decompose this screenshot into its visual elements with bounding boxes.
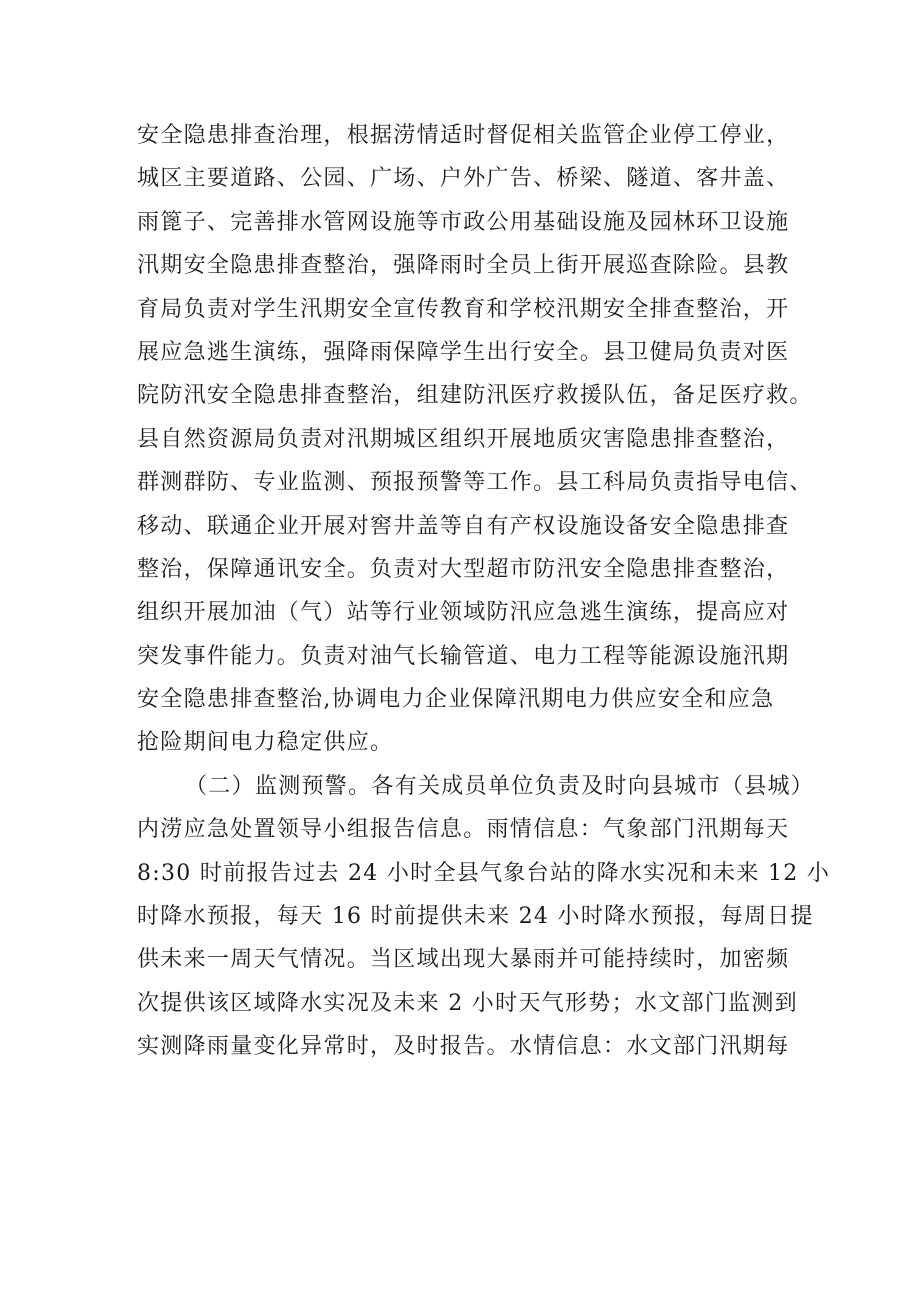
text-line: 移动、联通企业开展对窖井盖等自有产权设施设备安全隐患排查	[137, 513, 790, 539]
text-line: 雨篦子、完善排水管网设施等市政公用基础设施及园林环卫设施	[137, 209, 790, 235]
text-line: 县自然资源局负责对汛期城区组织开展地质灾害隐患排查整治，	[137, 426, 790, 452]
text-line: 安全隐患排查治理，根据涝情适时督促相关监管企业停工停业，	[137, 123, 790, 148]
body-text	[137, 114, 831, 1069]
section-heading-line: （二）监测预警。各有关成员单位负责及时向县城市（县城）	[185, 773, 815, 799]
text-line: 内涝应急处置领导小组报告信息。雨情信息：气象部门汛期每天	[137, 817, 790, 843]
text-line: 群测群防、专业监测、预报预警等工作。县工科局负责指导电信、	[137, 470, 813, 496]
text-line: 组织开展加油（气）站等行业领域防汛应急逃生演练，提高应对	[137, 600, 790, 626]
text-line: 时降水预报，每天 16 时前提供未来 24 小时降水预报，每周日提	[137, 904, 814, 930]
text-line: 实测降雨量变化异常时，及时报告。水情信息：水文部门汛期每	[137, 1034, 790, 1060]
text-line: 整治，保障通讯安全。负责对大型超市防汛安全隐患排查整治，	[137, 556, 790, 582]
text-line: 抢险期间电力稳定供应。	[137, 730, 394, 756]
text-line: 城区主要道路、公园、广场、户外广告、桥梁、隧道、客井盖、	[137, 166, 790, 192]
text-line: 次提供该区域降水实况及未来 2 小时天气形势；水文部门监测到	[137, 990, 798, 1016]
text-line: 突发事件能力。负责对油气长输管道、电力工程等能源设施汛期	[137, 643, 790, 669]
text-line: 安全隐患排查整治,协调电力企业保障汛期电力供应安全和应急	[137, 687, 775, 713]
text-line: 展应急逃生演练，强降雨保障学生出行安全。县卫健局负责对医	[137, 339, 790, 365]
text-line: 供未来一周天气情况。当区域出现大暴雨并可能持续时，加密频	[137, 947, 790, 973]
text-line: 育局负责对学生汛期安全宣传教育和学校汛期安全排查整治，开	[137, 296, 790, 322]
text-line: 汛期安全隐患排查整治，强降雨时全员上街开展巡查除险。县教	[137, 253, 790, 279]
text-line: 院防汛安全隐患排查整治，组建防汛医疗救援队伍，备足医疗救。	[137, 383, 813, 409]
text-line: 8:30 时前报告过去 24 小时全县气象台站的降水实况和未来 12 小	[137, 860, 831, 886]
